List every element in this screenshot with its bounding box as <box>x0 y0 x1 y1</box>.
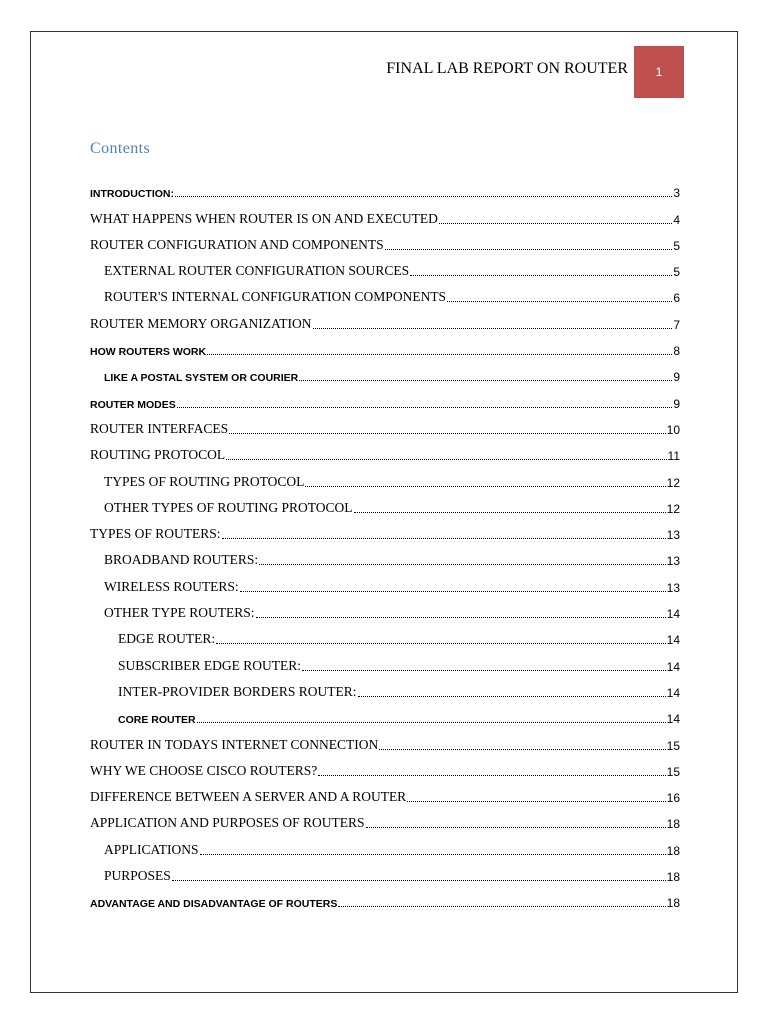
toc-entry-title: TYPES OF ROUTERS: <box>90 526 221 542</box>
toc-dot-leader <box>200 854 666 855</box>
toc-entry-page: 8 <box>673 344 680 359</box>
toc-dot-leader <box>410 275 672 276</box>
toc-dot-leader <box>338 906 665 907</box>
toc-entry[interactable] <box>90 703 680 729</box>
toc-dot-leader <box>259 564 665 565</box>
toc-entry[interactable] <box>90 756 680 782</box>
toc-entry-page: 14 <box>666 633 680 648</box>
toc-entry[interactable] <box>90 308 680 334</box>
toc-entry-page: 10 <box>666 422 680 437</box>
toc-entry[interactable] <box>90 177 680 203</box>
toc-entry[interactable] <box>90 256 680 282</box>
toc-entry-title: DIFFERENCE BETWEEN A SERVER AND A ROUTER <box>90 789 407 805</box>
toc-entry-page: 12 <box>666 501 680 516</box>
toc-entry-title: ROUTER MODES <box>90 398 176 411</box>
toc-entry-title: INTRODUCTION: <box>90 188 174 201</box>
toc-dot-leader <box>299 380 672 381</box>
page-number-box: 1 <box>634 46 684 98</box>
toc-entry-title: BROADBAND ROUTERS: <box>104 552 259 568</box>
toc-dot-leader <box>366 827 666 828</box>
toc-entry-page: 9 <box>673 370 680 385</box>
toc-dot-leader <box>226 459 666 460</box>
toc-entry-title: ROUTER MEMORY ORGANIZATION <box>90 315 312 331</box>
report-title: FINAL LAB REPORT ON ROUTER <box>386 60 628 77</box>
toc-entry[interactable] <box>90 545 680 571</box>
toc-entry[interactable] <box>90 203 680 229</box>
toc-dot-leader <box>175 196 672 197</box>
toc-entry[interactable] <box>90 230 680 256</box>
toc-entry-page: 14 <box>666 607 680 622</box>
toc-dot-leader <box>358 696 666 697</box>
toc-entry-title: ROUTING PROTOCOL <box>90 447 226 463</box>
toc-dot-leader <box>313 328 673 329</box>
toc-entry-title: ROUTER IN TODAYS INTERNET CONNECTION <box>90 736 379 752</box>
contents-heading: Contents <box>90 140 151 157</box>
toc-entry[interactable] <box>90 834 680 860</box>
toc-entry-page: 18 <box>666 843 680 858</box>
toc-entry-page: 13 <box>666 528 680 543</box>
toc-entry[interactable] <box>90 282 680 308</box>
toc-entry-page: 11 <box>667 449 680 464</box>
toc-dot-leader <box>379 749 665 750</box>
toc-dot-leader <box>207 354 672 355</box>
toc-entry-page: 5 <box>673 265 680 280</box>
toc-entry-title: WIRELESS ROUTERS: <box>104 578 239 594</box>
toc-dot-leader <box>305 486 665 487</box>
toc-entry[interactable] <box>90 387 680 413</box>
table-of-contents <box>90 177 680 913</box>
toc-entry[interactable] <box>90 729 680 755</box>
toc-entry-page: 13 <box>666 554 680 569</box>
toc-entry-page: 3 <box>673 186 680 201</box>
toc-dot-leader <box>385 249 673 250</box>
toc-entry-title: WHY WE CHOOSE CISCO ROUTERS? <box>90 762 318 778</box>
toc-entry-page: 15 <box>666 764 680 779</box>
toc-entry[interactable] <box>90 782 680 808</box>
toc-entry[interactable] <box>90 650 680 676</box>
toc-entry-page: 16 <box>666 791 680 806</box>
toc-entry-page: 4 <box>673 212 680 227</box>
toc-entry-page: 18 <box>666 817 680 832</box>
toc-dot-leader <box>407 801 665 802</box>
toc-entry-page: 13 <box>666 580 680 595</box>
toc-entry-page: 14 <box>666 712 680 727</box>
toc-dot-leader <box>222 538 666 539</box>
toc-entry-title: TYPES OF ROUTING PROTOCOL <box>104 473 305 489</box>
toc-entry-title: WHAT HAPPENS WHEN ROUTER IS ON AND EXECUTED <box>90 210 438 226</box>
toc-entry-page: 18 <box>666 896 680 911</box>
toc-entry[interactable] <box>90 624 680 650</box>
toc-entry[interactable] <box>90 440 680 466</box>
toc-dot-leader <box>172 880 666 881</box>
toc-entry-title: CORE ROUTER <box>118 714 196 727</box>
toc-entry-page: 7 <box>673 317 680 332</box>
toc-entry-page: 6 <box>673 291 680 306</box>
toc-entry[interactable] <box>90 598 680 624</box>
toc-entry[interactable] <box>90 861 680 887</box>
toc-entry-title: ADVANTAGE AND DISADVANTAGE OF ROUTERS <box>90 898 338 911</box>
toc-entry-title: EDGE ROUTER: <box>118 631 216 647</box>
toc-entry[interactable] <box>90 519 680 545</box>
toc-entry-title: HOW ROUTERS WORK <box>90 346 207 359</box>
toc-entry-title: ROUTER CONFIGURATION AND COMPONENTS <box>90 236 384 252</box>
toc-dot-leader <box>216 643 666 644</box>
toc-entry-title: ROUTER INTERFACES <box>90 420 229 436</box>
toc-entry-title: APPLICATION AND PURPOSES OF ROUTERS <box>90 815 365 831</box>
toc-entry-page: 5 <box>673 238 680 253</box>
toc-dot-leader <box>354 512 666 513</box>
toc-dot-leader <box>197 722 666 723</box>
toc-entry[interactable] <box>90 466 680 492</box>
toc-dot-leader <box>302 670 666 671</box>
toc-entry-title: OTHER TYPES OF ROUTING PROTOCOL <box>104 499 353 515</box>
toc-entry-title: SUBSCRIBER EDGE ROUTER: <box>118 657 302 673</box>
toc-entry-title: INTER-PROVIDER BORDERS ROUTER: <box>118 683 357 699</box>
toc-dot-leader <box>318 775 665 776</box>
toc-entry[interactable] <box>90 887 680 913</box>
toc-dot-leader <box>240 591 666 592</box>
toc-entry[interactable] <box>90 571 680 597</box>
toc-entry-page: 14 <box>666 685 680 700</box>
toc-entry-title: EXTERNAL ROUTER CONFIGURATION SOURCES <box>104 263 410 279</box>
toc-entry-page: 18 <box>666 870 680 885</box>
toc-dot-leader <box>229 433 666 434</box>
toc-entry[interactable] <box>90 493 680 519</box>
toc-entry[interactable] <box>90 414 680 440</box>
toc-entry[interactable] <box>90 361 680 387</box>
toc-entry-page: 12 <box>666 475 680 490</box>
toc-entry-title: PURPOSES <box>104 868 171 884</box>
toc-dot-leader <box>177 407 673 408</box>
toc-dot-leader <box>447 301 672 302</box>
toc-entry-title: OTHER TYPE ROUTERS: <box>104 605 255 621</box>
toc-entry-title: LIKE A POSTAL SYSTEM OR COURIER <box>104 372 299 385</box>
toc-dot-leader <box>256 617 666 618</box>
toc-entry[interactable] <box>90 808 680 834</box>
toc-entry-page: 9 <box>673 396 680 411</box>
toc-entry[interactable] <box>90 677 680 703</box>
toc-dot-leader <box>439 223 672 224</box>
toc-entry-page: 14 <box>666 659 680 674</box>
toc-entry[interactable] <box>90 335 680 361</box>
toc-entry-title: APPLICATIONS <box>104 841 199 857</box>
toc-entry-title: ROUTER'S INTERNAL CONFIGURATION COMPONENTS <box>104 289 447 305</box>
toc-entry-page: 15 <box>666 738 680 753</box>
